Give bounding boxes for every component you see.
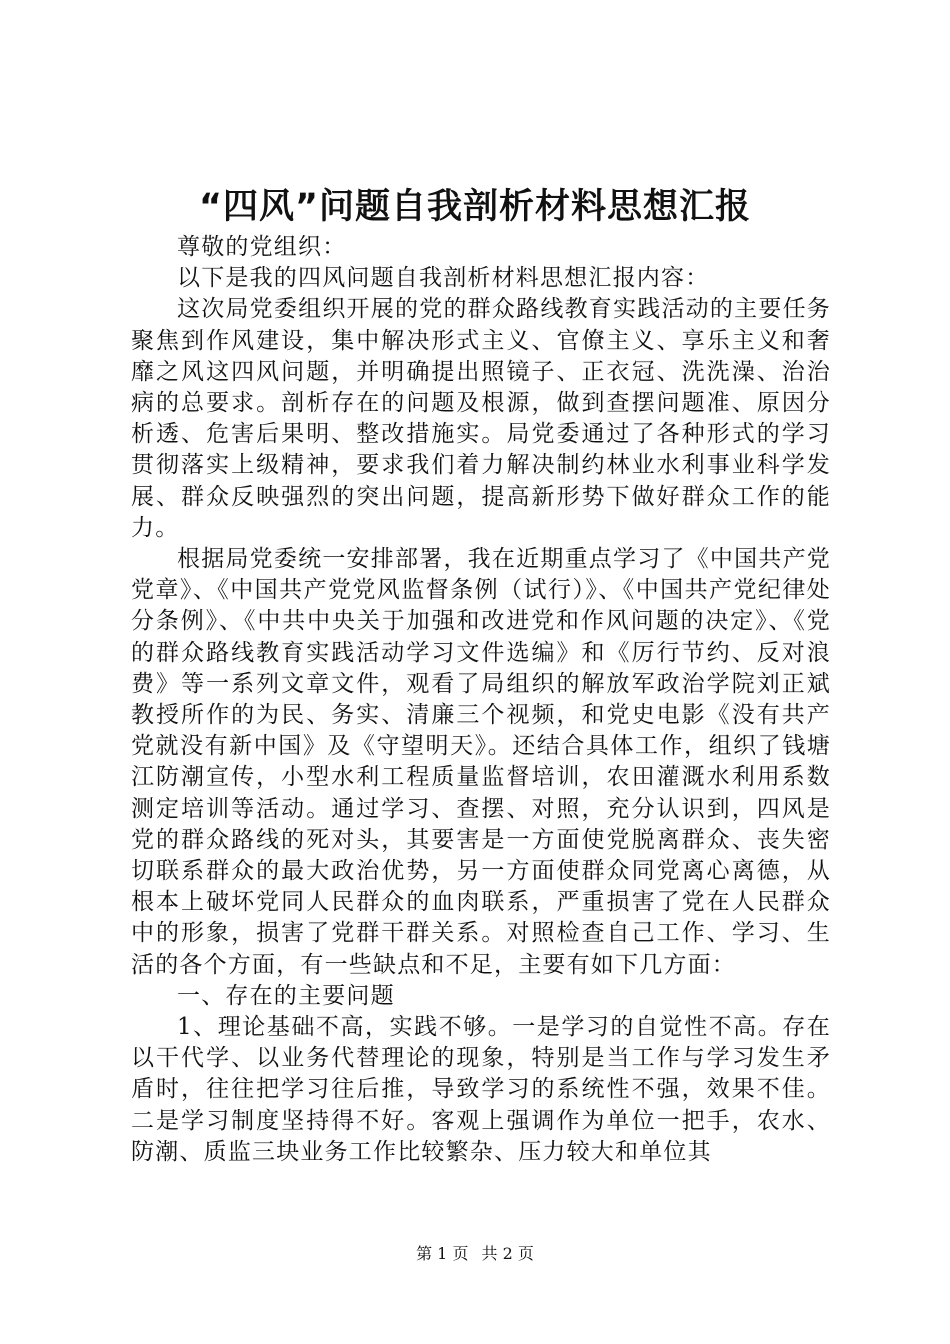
page-total: 共 2 页	[481, 1244, 534, 1263]
page-footer	[0, 1243, 950, 1265]
page-number: 第 1 页	[416, 1244, 469, 1263]
salutation: 尊敬的党组织：	[177, 234, 347, 260]
paragraph-study: 根据局党委统一安排部署，我在近期重点学习了《中国共产党党章》、《中国共产党党风监督条例（试行）》、《中国共产党纪律处分条例》、《中共中央关于加强和改进党和作风问题的决定》、《党的群众路线教育实践活动学习文件选编》和《厉行节约、反对浪费》等一系列文章文件，观看了局组织的解放军政治学院刘正斌教授所作的为民、务实、清廉三个视频，和党史电影《没有共产党就没有新中国》及《守望明天》。还结合具体工作，组织了钱塘江防潮宣传，小型水利工程质量监督培训，农田灌溉水利用系数测定培训等活动。通过学习、查摆、对照，充分认识到，四风是党的群众路线的死对头，其要害是一方面使党脱离群众、丧失密切联系群众的最大政治优势，另一方面使群众同党离心离德，从根本上破坏党同人民群众的血肉联系，严重损害了党在人民群众中的形象，损害了党群干群关系。对照检查自己工作、学习、生活的各个方面，有一些缺点和不足，主要有如下几方面：	[131, 546, 831, 978]
document-body	[131, 232, 831, 1168]
document-title: “四风”问题自我剖析材料思想汇报	[198, 187, 751, 227]
paragraph-problem-1: 1、理论基础不高，实践不够。一是学习的自觉性不高。存在以干代学、以业务代替理论的现象，特别是当工作与学习发生矛盾时，往往把学习往后推，导致学习的系统性不强，效果不佳。二是学习制度坚持得不好。客观上强调作为单位一把手，农水、防潮、质监三块业务工作比较繁杂、压力较大和单位其	[131, 1014, 831, 1165]
paragraph-background: 这次局党委组织开展的党的群众路线教育实践活动的主要任务聚焦到作风建设，集中解决形式主义、官僚主义、享乐主义和奢靡之风这四风问题，并明确提出照镜子、正衣冠、洗洗澡、治治病的总要求。剖析存在的问题及根源，做到查摆问题准、原因分析透、危害后果明、整改措施实。局党委通过了各种形式的学习贯彻落实上级精神，要求我们着力解决制约林业水利事业科学发展、群众反映强烈的突出问题，提高新形势下做好群众工作的能力。	[131, 296, 831, 541]
section-heading-problems: 一、存在的主要问题	[177, 982, 395, 1009]
intro-line: 以下是我的四风问题自我剖析材料思想汇报内容：	[177, 265, 710, 292]
